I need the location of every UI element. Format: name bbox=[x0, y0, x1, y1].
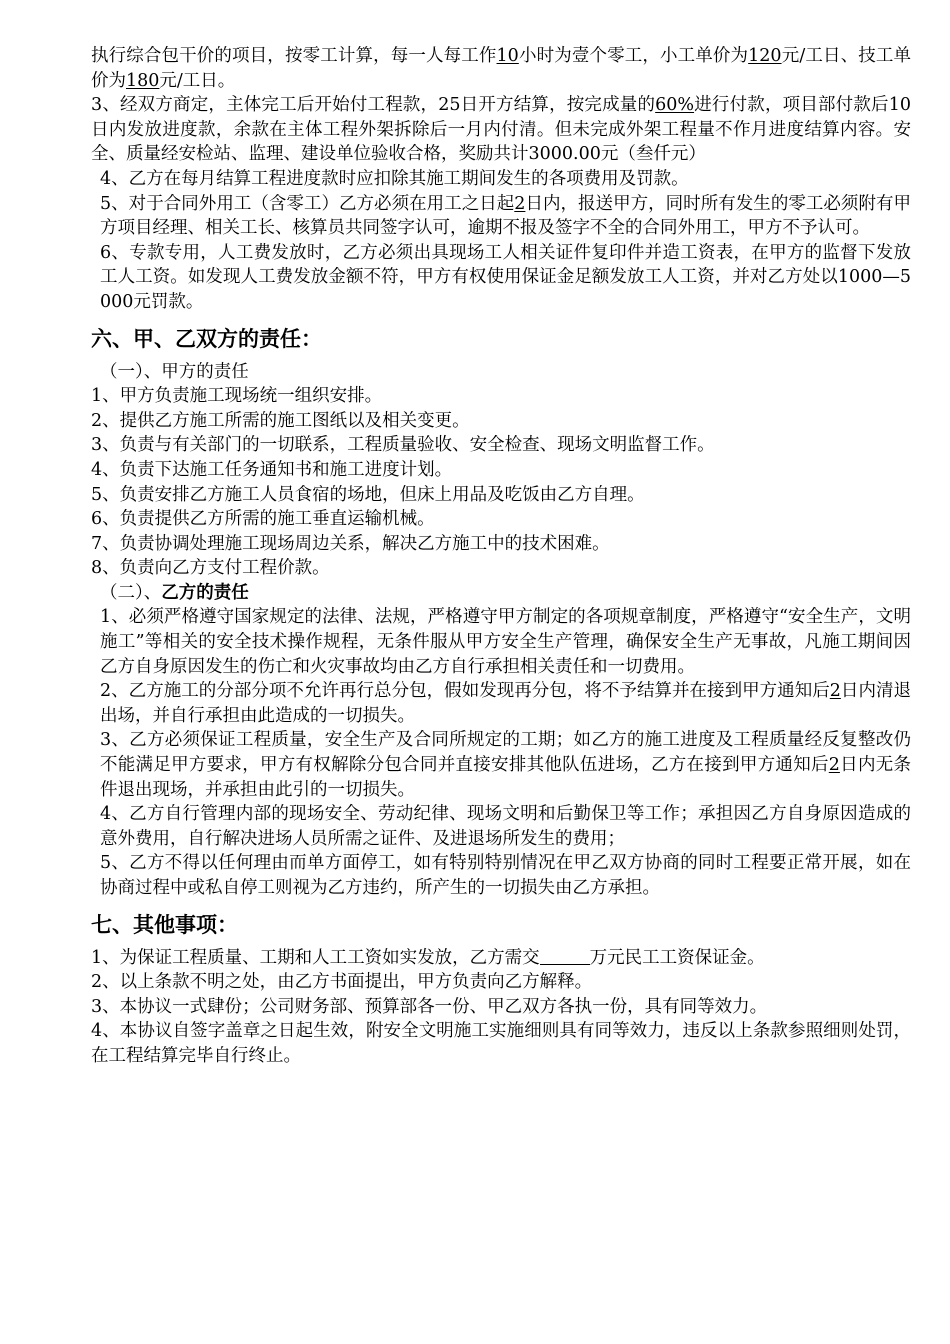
party-b-item-5: 5、乙方不得以任何理由而单方面停工，如有特别特别情况在甲乙双方协商的同时工程要正常开展，如在协商过程中或私自停工则视为乙方违约，所产生的一切损失由乙方承担。 bbox=[100, 853, 911, 898]
text: 元/工日。 bbox=[159, 70, 236, 91]
text: 执行综合包干价的项目，按零工计算，每一人每工作 bbox=[91, 46, 497, 66]
other-item-4: 4、本协议自签字盖章之日起生效，附安全文明施工实施细则具有同等效力，违反以上条款参照细则处罚，在工程结算完毕自行终止。 bbox=[91, 1021, 911, 1066]
party-a-item: 2、提供乙方施工所需的施工图纸以及相关变更。 bbox=[91, 410, 470, 431]
party-b-item-2 bbox=[91, 679, 911, 728]
text: 万元民工工资保证金。 bbox=[589, 947, 765, 968]
text: 1、为保证工程质量、工期和人工工资如实发放，乙方需交 bbox=[91, 947, 540, 968]
percent-value: 60% bbox=[655, 95, 695, 116]
skilled-rate-value: 180 bbox=[126, 70, 160, 91]
party-a-item: 5、负责安排乙方施工人员食宿的场地，但床上用品及吃饭由乙方自理。 bbox=[91, 484, 645, 505]
party-a-item: 3、负责与有关部门的一切联系，工程质量验收、安全检查、现场文明监督工作。 bbox=[91, 435, 715, 456]
party-a-item: 4、负责下达施工任务通知书和施工进度计划。 bbox=[91, 459, 453, 480]
party-b-item-4: 4、乙方自行管理内部的现场安全、劳动纪律、现场文明和后勤保卫等工作；承担因乙方自身原因造成的意外费用，自行解决进场人员所需之证件、及进退场所发生的费用； bbox=[100, 804, 911, 849]
other-item-2: 2、以上条款不明之处，由乙方书面提出，甲方负责向乙方解释。 bbox=[91, 972, 593, 993]
payment-paragraph-6: 6、专款专用，人工费发放时，乙方必须出具现场工人相关证件复印件并造工资表，在甲方的监督下发放工人工资。如发现人工费发放金额不符，甲方有权使用保证金足额发放工人工资，并对乙方处以1000—5000元罚款。 bbox=[100, 242, 911, 312]
document-page bbox=[91, 44, 911, 1069]
days-value: 2 bbox=[829, 681, 841, 702]
text: 3、乙方必须保证工程质量，安全生产及合同所规定的工期；如乙方的施工进度及工程质量经反复整改仍不能满足甲方要求，甲方有权解除分包合同并直接安排其他队伍进场，乙方在接到甲方通知后 bbox=[100, 730, 911, 776]
party-a-item: 8、负责向乙方支付工程价款。 bbox=[91, 558, 330, 579]
payment-paragraph-5 bbox=[91, 192, 911, 241]
text: 日内清退出场，并自行承担由此造成的一切损失。 bbox=[100, 681, 911, 726]
text: 5、对于合同外用工（含零工）乙方必须在用工之日起 bbox=[100, 193, 515, 214]
text: （二）、 bbox=[100, 582, 162, 603]
party-a-item: 1、甲方负责施工现场统一组织安排。 bbox=[91, 386, 383, 407]
other-item-3: 3、本协议一式肆份；公司财务部、预算部各一份、甲乙双方各执一份，具有同等效力。 bbox=[91, 996, 768, 1017]
text: 2、乙方施工的分部分项不允许再行总分包，假如发现再分包，将不予结算并在接到甲方通知后 bbox=[100, 681, 830, 702]
hours-value: 10 bbox=[496, 46, 519, 66]
text: 日内，报送甲方，同时所有发生的零工必须附有甲方项目经理、相关工长、核算员共同签字认可，逾期不报及签字不全的合同外用工，甲方不予认可。 bbox=[100, 193, 912, 239]
text: 乙方的责任 bbox=[161, 582, 249, 603]
text: 3、经双方商定，主体完工后开始付工程款，25日开方结算，按完成量的 bbox=[91, 95, 656, 116]
days-value: 2 bbox=[514, 193, 526, 214]
laborer-rate-value: 120 bbox=[748, 46, 782, 66]
party-a-title: （一）、甲方的责任 bbox=[100, 361, 249, 382]
text: 日内无条件退出现场，并承担由此引的一切损失。 bbox=[100, 755, 912, 800]
payment-paragraph-4: 4、乙方在每月结算工程进度款时应扣除其施工期间发生的各项费用及罚款。 bbox=[100, 168, 689, 189]
party-a-item: 6、负责提供乙方所需的施工垂直运输机械。 bbox=[91, 509, 435, 530]
party-b-item-1: 1、必须严格遵守国家规定的法律、法规，严格遵守甲方制定的各项规章制度，严格遵守“安全生产，文明施工”等相关的安全技术操作规程，无条件服从甲方安全生产管理，确保安全生产无事故，凡施工期间因乙方自身原因发生的伤亡和火灾事故均由乙方自行承担相关责任和一切费用。 bbox=[100, 607, 911, 677]
text: 进行付款，项目部付款后10日内发放进度款，余款在主体工程外架拆除后一月内付清。但未完成外架工程量不作月进度结算内容。安全、质量经安检站、监理、建设单位验收合格，奖励共计3000.00元（叁仟元） bbox=[91, 95, 911, 165]
text: 小时为壹个零工，小工单价为 bbox=[518, 46, 749, 66]
text: 元/工日、技工单价为 bbox=[91, 46, 912, 91]
section-7-heading: 七、其他事项： bbox=[91, 912, 238, 937]
party-b-title bbox=[91, 581, 911, 606]
party-b-item-3 bbox=[91, 728, 911, 802]
other-item-1 bbox=[91, 946, 911, 971]
section-6-heading: 六、甲、乙双方的责任： bbox=[91, 326, 322, 351]
days-value: 2 bbox=[828, 755, 840, 776]
payment-paragraph-3 bbox=[91, 93, 911, 167]
payment-paragraph-overtime bbox=[91, 44, 911, 93]
deposit-amount-blank bbox=[540, 947, 590, 965]
party-a-item: 7、负责协调处理施工现场周边关系，解决乙方施工中的技术困难。 bbox=[91, 533, 610, 554]
